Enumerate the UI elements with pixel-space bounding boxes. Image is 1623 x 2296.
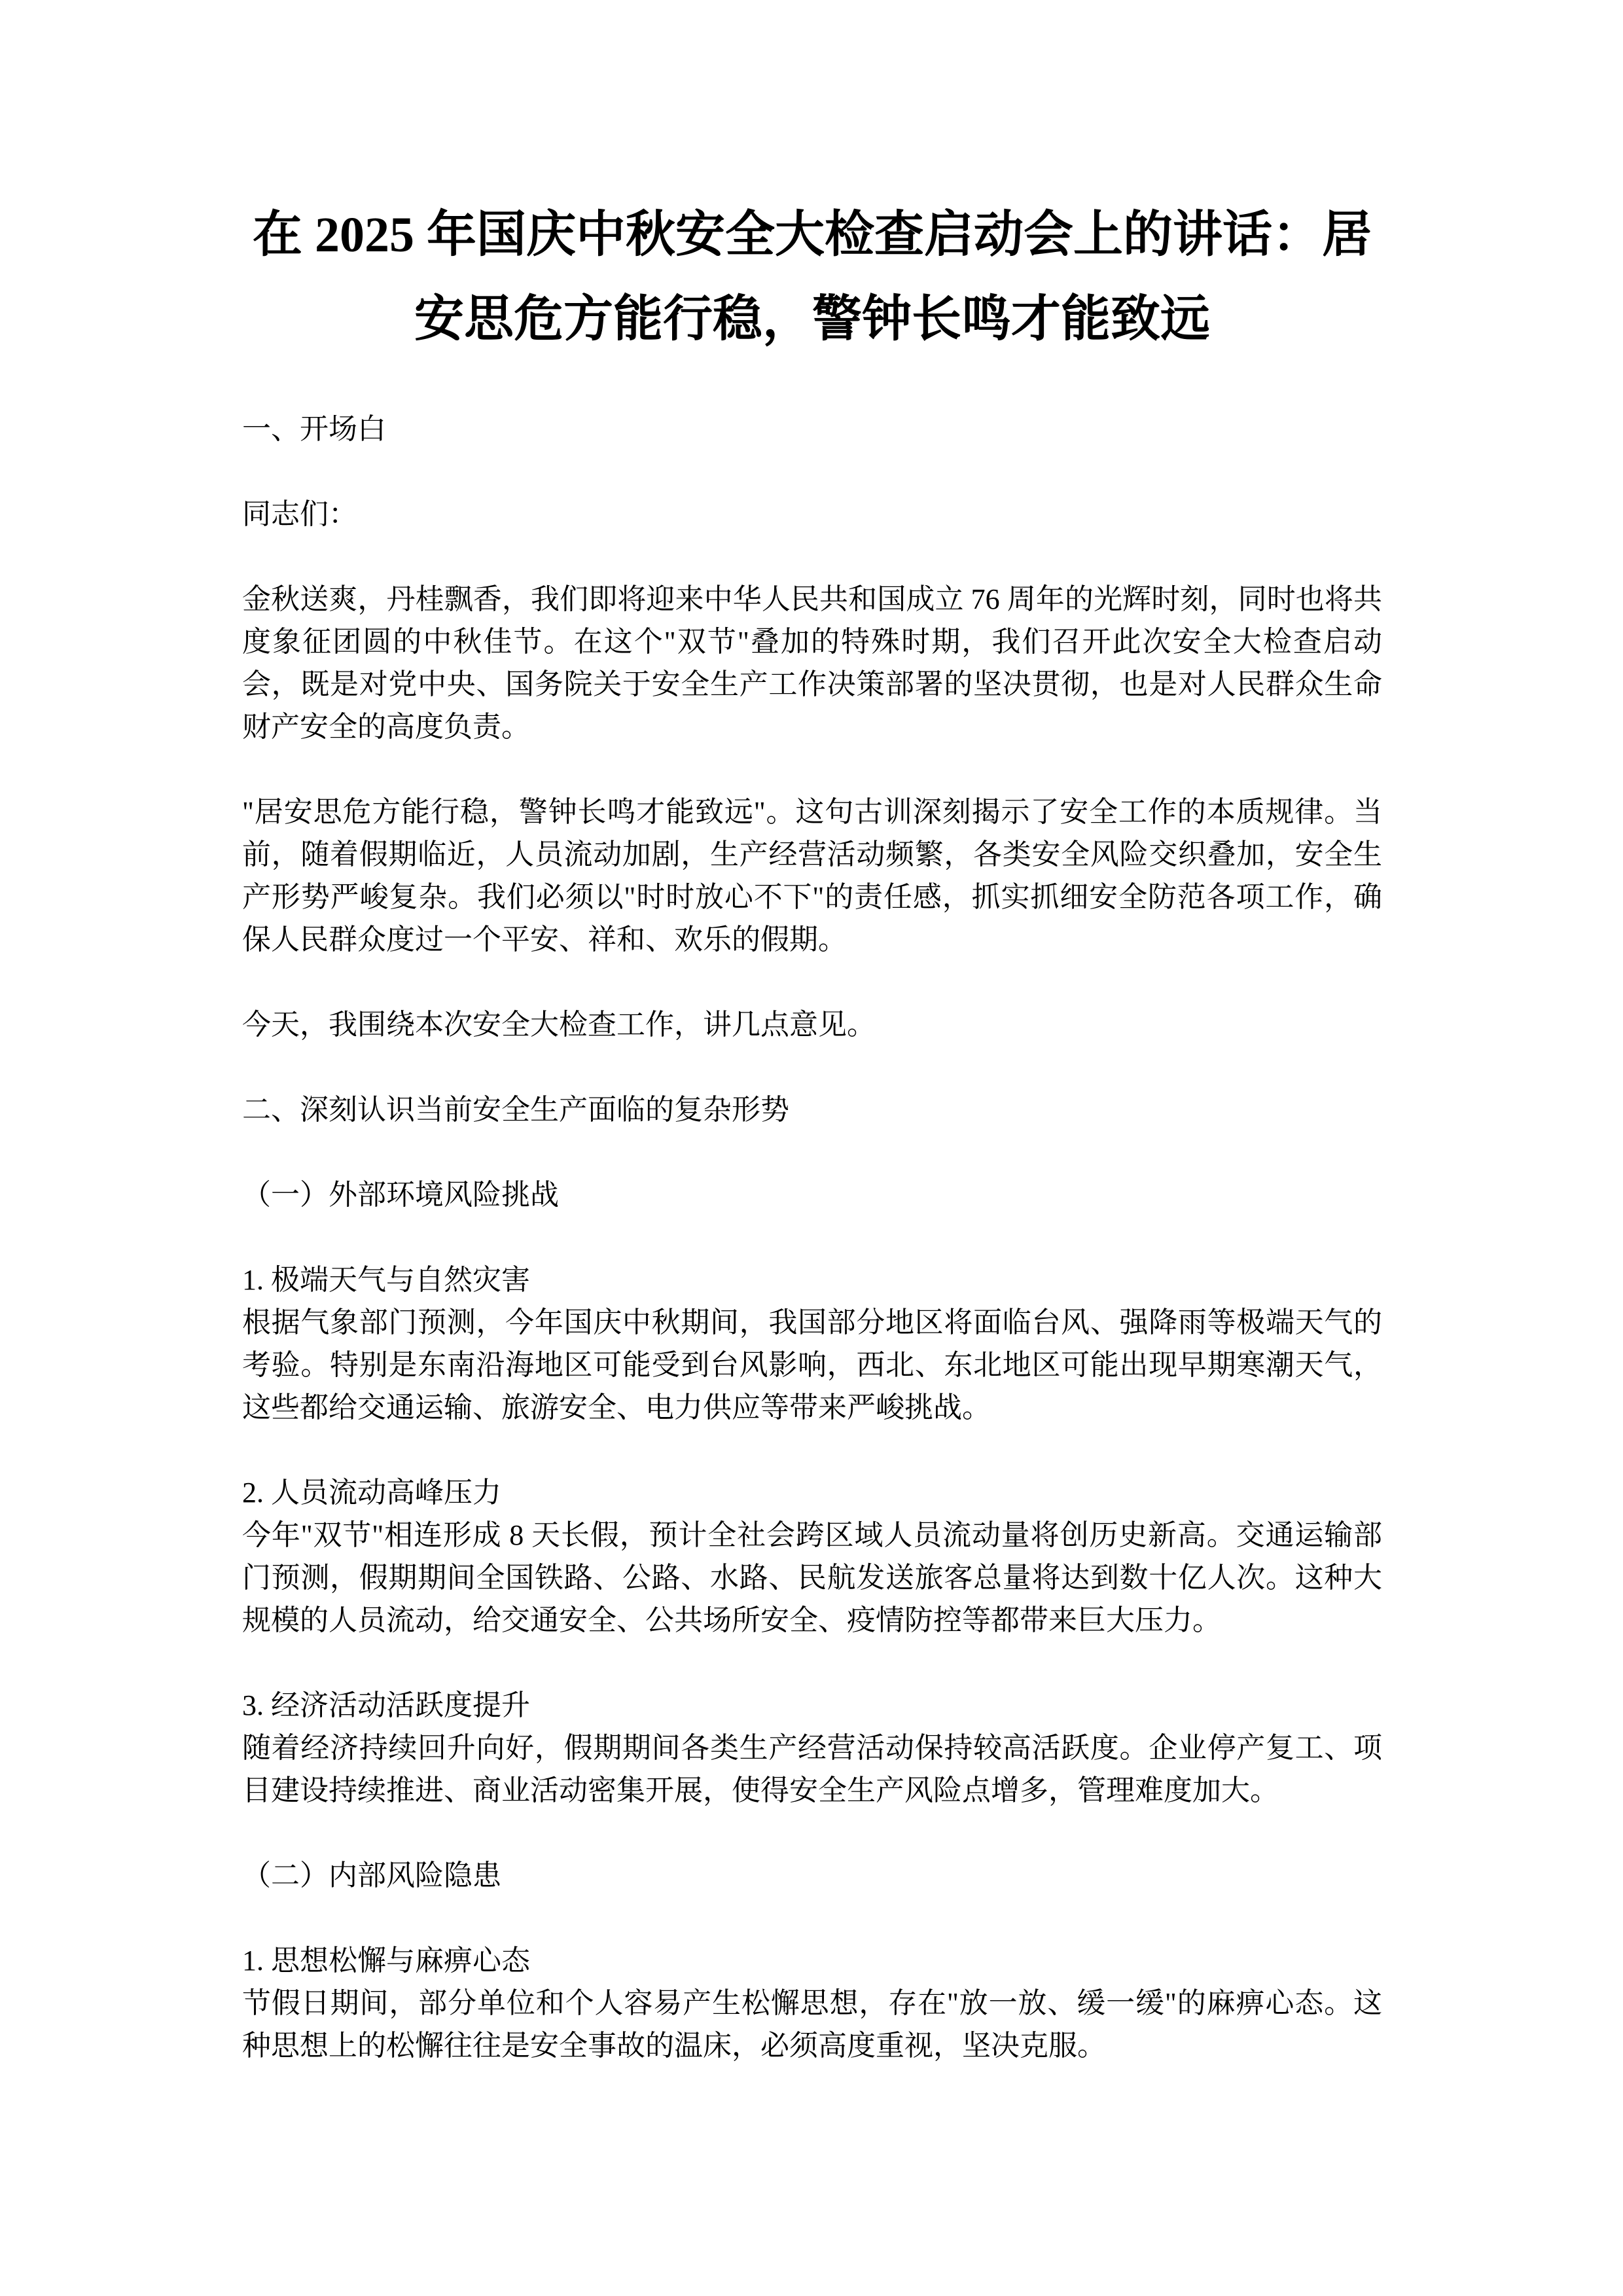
item-heading: 3. 经济活动活跃度提升 <box>242 1689 530 1721</box>
numbered-item-complacency <box>242 1939 1382 2067</box>
paragraph-transition: 今天，我围绕本次安全大检查工作，讲几点意见。 <box>242 1009 876 1041</box>
document-title-line-1: 在 2025 年国庆中秋安全大检查启动会上的讲话：居 <box>253 207 1372 262</box>
item-heading: 2. 人员流动高峰压力 <box>242 1477 501 1509</box>
document-title <box>242 193 1382 362</box>
paragraph-motto: "居安思危方能行稳，警钟长鸣才能致远"。这句古训深刻揭示了安全工作的本质规律。当前，随着假期临近，人员流动加剧，生产经营活动频繁，各类安全风险交织叠加，安全生产形势严峻复杂。我们必须以"时时放心不下"的责任感，抓实抓细安全防范各项工作，确保人民群众度过一个平安、祥和、欢乐的假期。 <box>242 796 1382 956</box>
salutation: 同志们： <box>242 498 357 530</box>
section-heading-situation: 二、深刻认识当前安全生产面临的复杂形势 <box>242 1094 789 1126</box>
item-body: 今年"双节"相连形成 8 天长假，预计全社会跨区域人员流动量将创历史新高。交通运输部门预测，假期期间全国铁路、公路、水路、民航发送旅客总量将达到数十亿人次。这种大规模的人员流动，给交通安全、公共场所安全、疫情防控等都带来巨大压力。 <box>242 1519 1382 1636</box>
item-heading: 1. 思想松懈与麻痹心态 <box>242 1945 530 1977</box>
numbered-item-economic-activity <box>242 1684 1382 1812</box>
item-body: 节假日期间，部分单位和个人容易产生松懈思想，存在"放一放、缓一缓"的麻痹心态。这种思想上的松懈往往是安全事故的温床，必须高度重视，坚决克服。 <box>242 1987 1382 2062</box>
item-body: 随着经济持续回升向好，假期期间各类生产经营活动保持较高活跃度。企业停产复工、项目建设持续推进、商业活动密集开展，使得安全生产风险点增多，管理难度加大。 <box>242 1732 1382 1806</box>
item-body: 根据气象部门预测，今年国庆中秋期间，我国部分地区将面临台风、强降雨等极端天气的考验。特别是东南沿海地区可能受到台风影响，西北、东北地区可能出现早期寒潮天气，这些都给交通运输、旅游安全、电力供应等带来严峻挑战。 <box>242 1306 1382 1424</box>
subsection-heading-external-risks: （一）外部环境风险挑战 <box>242 1179 559 1211</box>
section-heading-opening: 一、开场白 <box>242 413 386 445</box>
item-heading: 1. 极端天气与自然灾害 <box>242 1264 530 1296</box>
paragraph-intro: 金秋送爽，丹桂飘香，我们即将迎来中华人民共和国成立 76 周年的光辉时刻，同时也将共度象征团圆的中秋佳节。在这个"双节"叠加的特殊时期，我们召开此次安全大检查启动会，既是对党中央、国务院关于安全生产工作决策部署的坚决贯彻，也是对人民群众生命财产安全的高度负责。 <box>242 583 1382 743</box>
numbered-item-travel-peak <box>242 1471 1382 1641</box>
subsection-heading-internal-risks: （二）内部风险隐患 <box>242 1859 501 1892</box>
document-title-line-2: 安思危方能行稳，警钟长鸣才能致远 <box>414 292 1210 347</box>
numbered-item-extreme-weather <box>242 1259 1382 1429</box>
